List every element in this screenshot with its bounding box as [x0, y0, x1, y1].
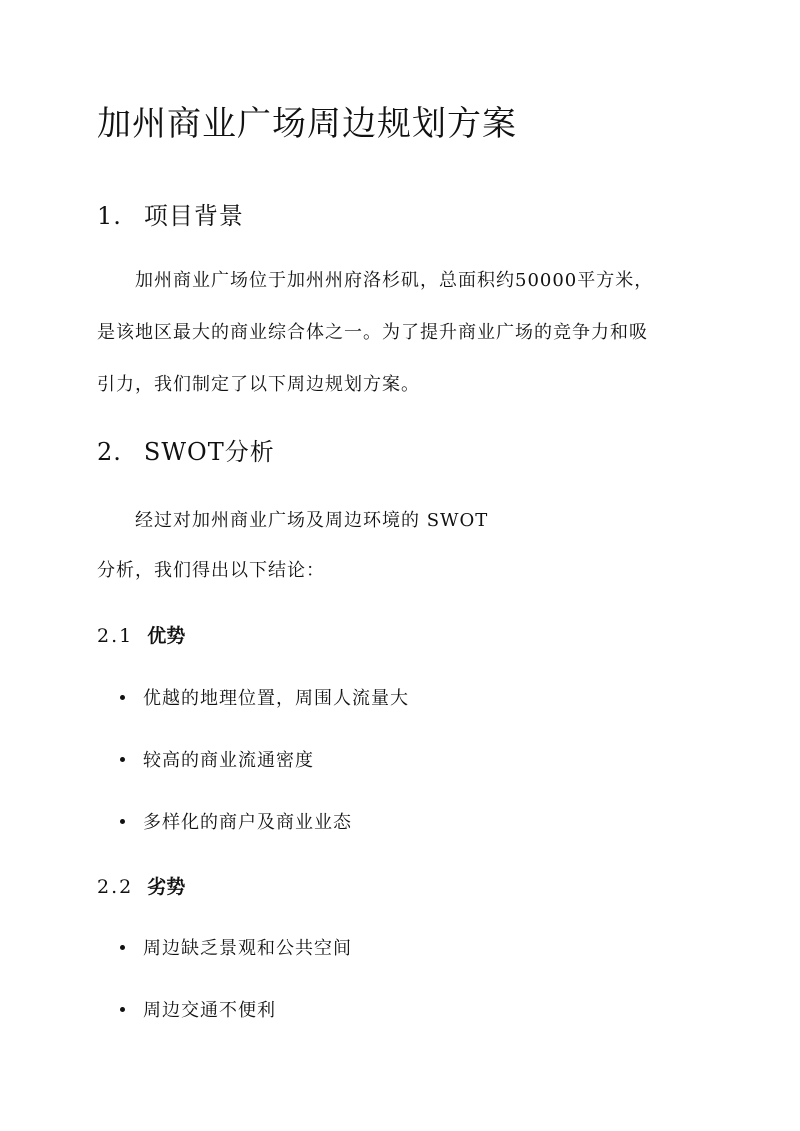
list-item [120, 684, 409, 710]
document-title: 加州商业广场周边规划方案 [97, 104, 517, 144]
subsection-number: 2.2 [97, 876, 134, 898]
list-item-text: 周边缺乏景观和公共空间 [143, 938, 352, 959]
section-number: 1. [97, 202, 122, 230]
list-item [120, 996, 276, 1022]
section-heading-background [97, 196, 244, 231]
section-number: 2. [97, 438, 122, 466]
section-heading-swot [97, 432, 275, 467]
bullet-icon [120, 819, 125, 824]
paragraph-line: 分析，我们得出以下结论： [97, 560, 325, 581]
list-item-text: 多样化的商户及商业业态 [143, 812, 352, 833]
list-item [120, 746, 314, 772]
section-title: SWOT分析 [143, 438, 275, 466]
paragraph-line: 加州商业广场位于加州州府洛杉矶，总面积约50000平方米， [97, 270, 654, 291]
paragraph-line: 引力，我们制定了以下周边规划方案。 [97, 374, 420, 395]
paragraph-line: 经过对加州商业广场及周边环境的 SWOT [97, 510, 489, 531]
list-item-text: 优越的地理位置，周围人流量大 [143, 688, 409, 709]
subsection-number: 2.1 [97, 625, 134, 647]
bullet-icon [120, 945, 125, 950]
bullet-icon [120, 1007, 125, 1012]
bullet-icon [120, 757, 125, 762]
bullet-icon [120, 695, 125, 700]
subsection-heading-weaknesses [97, 872, 185, 899]
paragraph-line: 是该地区最大的商业综合体之一。为了提升商业广场的竞争力和吸 [97, 322, 648, 343]
list-item-text: 周边交通不便利 [143, 1000, 276, 1021]
section-title: 项目背景 [143, 202, 244, 230]
subsection-title: 劣势 [147, 876, 186, 898]
list-item [120, 934, 352, 960]
subsection-heading-strengths [97, 621, 185, 648]
subsection-title: 优势 [147, 625, 186, 647]
list-item [120, 808, 352, 834]
list-item-text: 较高的商业流通密度 [143, 750, 314, 771]
